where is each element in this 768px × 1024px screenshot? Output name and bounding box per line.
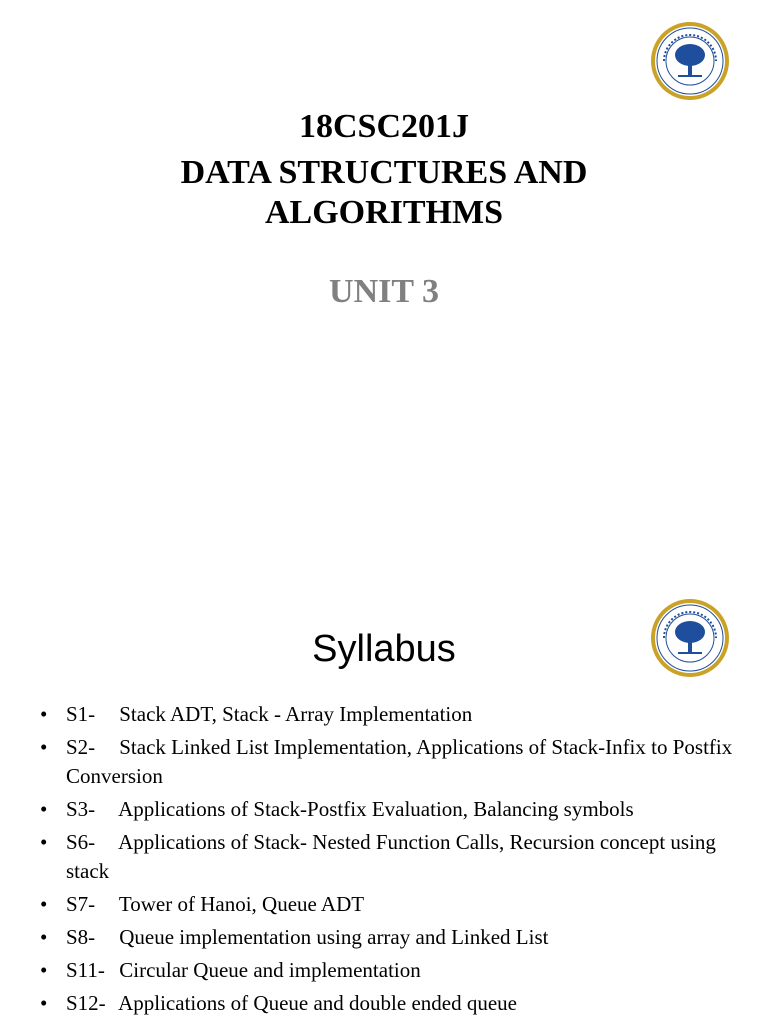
syllabus-item-code: S6- (66, 830, 96, 854)
syllabus-item-text: Circular Queue and implementation (119, 958, 421, 982)
syllabus-slide (0, 576, 768, 1024)
syllabus-item (40, 795, 740, 824)
syllabus-item-code: S8- (66, 925, 96, 949)
syllabus-item (40, 989, 740, 1018)
syllabus-item-text: Applications of Stack- Nested Function Calls, Recursion concept using stack (66, 830, 716, 883)
syllabus-item-text: Applications of Stack-Postfix Evaluation, Balancing symbols (118, 797, 634, 821)
syllabus-item-text: Tower of Hanoi, Queue ADT (118, 892, 365, 916)
syllabus-item-code: S11- (66, 958, 105, 982)
course-title-line2: ALGORITHMS (264, 194, 504, 231)
syllabus-item-code: S12- (66, 991, 106, 1015)
syllabus-item (40, 828, 740, 886)
syllabus-item-text: Applications of Queue and double ended queue (118, 991, 517, 1015)
syllabus-list (40, 700, 740, 1022)
syllabus-title: Syllabus (312, 628, 456, 670)
syllabus-item-code: S2- (66, 735, 96, 759)
unit-label: UNIT 3 (329, 273, 439, 310)
syllabus-item-text: Queue implementation using array and Linked List (119, 925, 549, 949)
course-code: 18CSC201J (298, 108, 470, 145)
syllabus-item (40, 733, 740, 791)
institute-seal-icon (650, 21, 730, 101)
syllabus-item-text: Stack ADT, Stack - Array Implementation (119, 702, 473, 726)
course-title (0, 153, 768, 233)
syllabus-item (40, 923, 740, 952)
syllabus-item (40, 890, 740, 919)
syllabus-item-code: S7- (66, 892, 96, 916)
syllabus-item-code: S3- (66, 797, 96, 821)
syllabus-item-text: Stack Linked List Implementation, Applications of Stack-Infix to Postfix Conversion (66, 735, 733, 788)
syllabus-item-code: S1- (66, 702, 96, 726)
syllabus-item (40, 956, 740, 985)
syllabus-item (40, 700, 740, 729)
course-title-line1: DATA STRUCTURES AND (180, 154, 588, 191)
